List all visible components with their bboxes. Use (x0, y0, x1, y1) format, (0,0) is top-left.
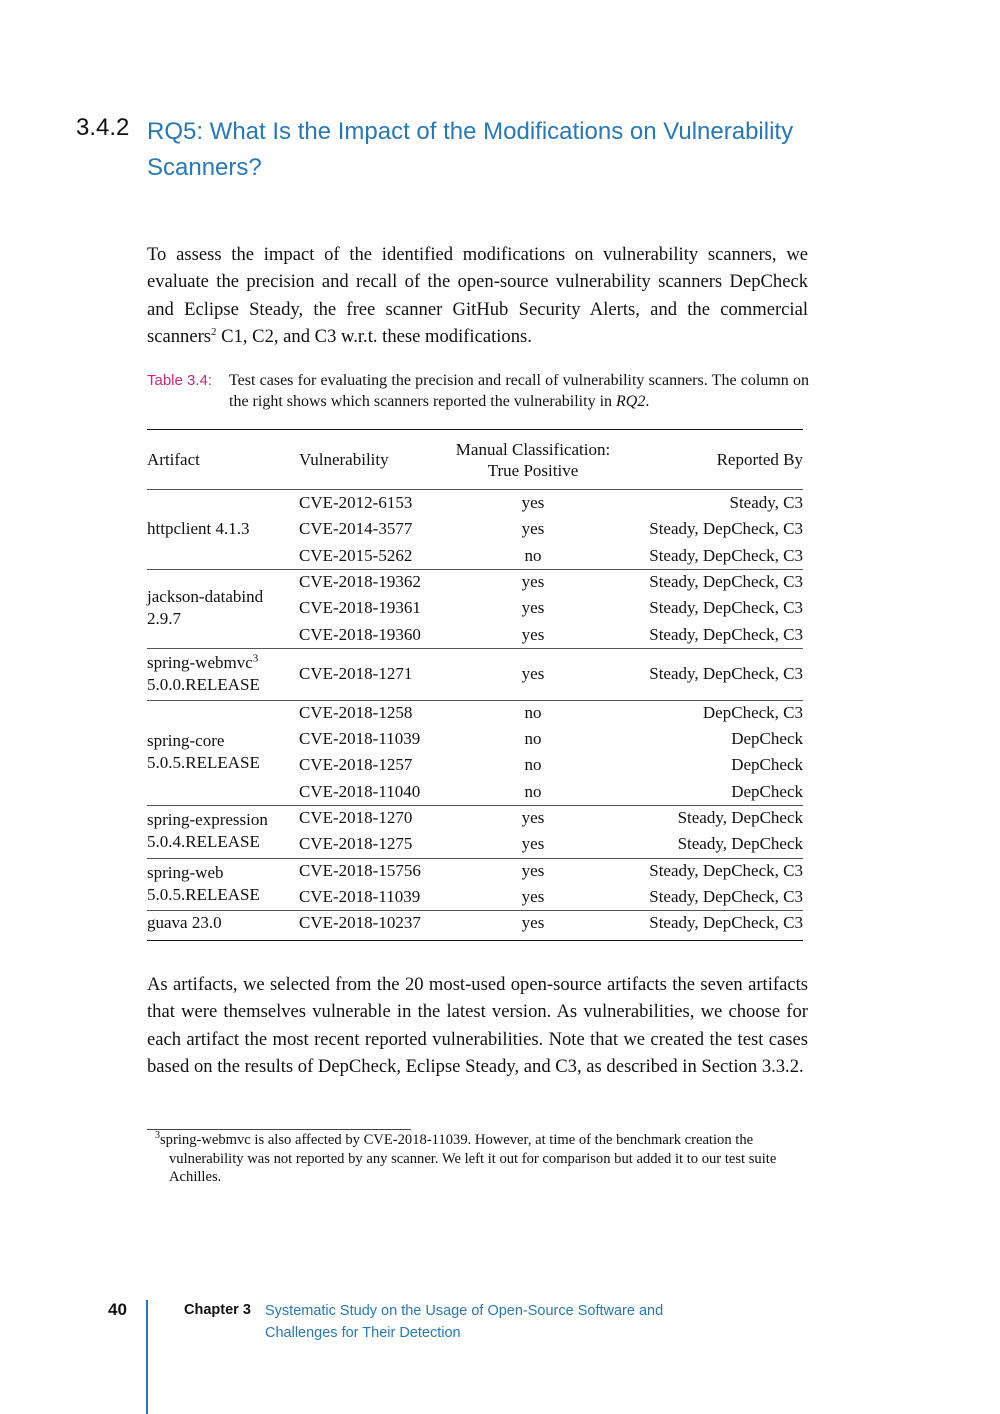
intro-paragraph (147, 241, 808, 350)
manual-classification-cell: no (524, 545, 542, 565)
artifact-cell (147, 809, 295, 853)
manual-classification-cell: yes (521, 663, 545, 683)
table-header-rule (147, 489, 803, 490)
vulnerability-cell: CVE-2012-6153 (299, 493, 413, 512)
section-number: 3.4.2 (76, 114, 130, 141)
header-vulnerability: Vulnerability (299, 450, 389, 469)
artifact-name: httpclient 4.1.3 (147, 519, 250, 539)
vulnerability-cell: CVE-2018-11039 (299, 729, 421, 749)
reported-by-cell: Steady, DepCheck, C3 (649, 886, 803, 906)
reported-by-cell: Steady, DepCheck (677, 808, 803, 827)
manual-classification-cell: yes (521, 571, 545, 591)
reported-by-cell: DepCheck, C3 (702, 702, 803, 722)
vulnerability-cell: CVE-2018-19362 (299, 571, 421, 591)
table-top-rule (147, 429, 803, 430)
reported-by-cell: Steady, DepCheck, C3 (649, 545, 803, 565)
artifact-name: spring-expression (147, 810, 268, 830)
artifact-cell (147, 862, 295, 906)
vulnerability-cell: CVE-2018-11040 (299, 781, 421, 801)
group-separator-rule (147, 569, 803, 570)
section-title: RQ5: What Is the Impact of the Modifications on Vulnerability Scanners? (147, 118, 794, 181)
header-manual-line1: Manual Classification: (455, 440, 611, 459)
intro-text-end: C1, C2, and C3 w.r.t. these modifications. (216, 325, 532, 347)
artifact-cell (147, 586, 295, 630)
footnote-rule (147, 1129, 411, 1130)
vulnerability-cell: CVE-2015-5262 (299, 545, 413, 565)
footnote-text: spring-webmvc is also affected by CVE-2018-11039. However, at time of the benchmark creation the vulnerability was not reported by any scanner. We left it out for comparison but added it to our test suite Achilles. (160, 1132, 777, 1185)
artifact-cell (147, 518, 249, 540)
manual-classification-cell: yes (521, 860, 545, 880)
artifact-version: 5.0.4.RELEASE (147, 832, 260, 852)
manual-classification-cell: yes (521, 913, 545, 933)
header-manual (443, 439, 623, 481)
group-separator-rule (147, 910, 803, 911)
manual-classification-cell: no (524, 781, 542, 801)
artifact-version: 5.0.0.RELEASE (147, 674, 260, 694)
chapter-title: Systematic Study on the Usage of Open-Source Software and Challenges for Their Detection (265, 1303, 664, 1341)
manual-classification-cell: yes (521, 808, 545, 827)
reported-by-cell: Steady, C3 (729, 493, 803, 512)
header-artifact: Artifact (147, 450, 200, 469)
artifacts-paragraph: As artifacts, we selected from the 20 most-used open-source artifacts the seven artifacts that were themselves vulnerable in the latest version. As vulnerabilities, we choose for each artifact the most recent reported vulnerabilities. Note that we created the test cases based on the results of DepCheck, Eclipse Steady, and C3, as described in Section 3.3.2. (147, 974, 808, 1077)
vulnerability-cell: CVE-2018-10237 (299, 913, 421, 933)
group-separator-rule (147, 805, 803, 806)
vulnerability-cell: CVE-2018-1257 (299, 755, 413, 775)
vulnerability-cell: CVE-2014-3577 (299, 519, 413, 539)
manual-classification-cell: yes (521, 834, 545, 854)
artifact-cell (147, 912, 222, 934)
footnote-ref[interactable]: 2 (211, 325, 217, 338)
manual-classification-cell: yes (521, 624, 545, 644)
reported-by-cell: Steady, DepCheck, C3 (649, 663, 803, 683)
artifact-name: spring-webmvc (147, 652, 253, 672)
reported-by-cell: Steady, DepCheck, C3 (649, 913, 803, 933)
table-caption (147, 370, 809, 412)
vulnerability-cell: CVE-2018-1275 (299, 834, 413, 854)
reported-by-cell: DepCheck (731, 755, 803, 775)
vulnerability-cell: CVE-2018-1258 (299, 702, 413, 722)
group-separator-rule (147, 858, 803, 859)
vulnerability-cell: CVE-2018-1270 (299, 808, 413, 827)
manual-classification-cell: no (524, 729, 542, 749)
caption-label: Table 3.4: (147, 372, 213, 389)
artifact-name: spring-web (147, 862, 224, 882)
reported-by-cell: Steady, DepCheck, C3 (649, 860, 803, 880)
vulnerability-cell: CVE-2018-19360 (299, 624, 421, 644)
artifact-name: jackson-databind (147, 587, 264, 607)
header-manual-line2: True Positive (487, 461, 579, 480)
artifact-cell (147, 652, 295, 696)
header-reported-by: Reported By (716, 450, 803, 469)
vulnerability-cell: CVE-2018-15756 (299, 860, 421, 880)
vulnerability-cell: CVE-2018-1271 (299, 663, 413, 683)
artifact-version: 5.0.5.RELEASE (147, 884, 260, 904)
reported-by-cell: DepCheck (731, 729, 803, 749)
group-separator-rule (147, 648, 803, 649)
artifact-cell (147, 730, 295, 774)
table-bottom-rule (147, 940, 803, 941)
caption-end: . (645, 393, 650, 410)
manual-classification-cell: no (524, 755, 542, 775)
caption-emph: RQ2 (616, 393, 646, 410)
footer-bar (146, 1300, 148, 1414)
artifact-footnote-ref[interactable]: 3 (252, 652, 259, 665)
footnote-mark: 3 (155, 1130, 160, 1142)
caption-text: Test cases for evaluating the precision and recall of vulnerability scanners. The column on the right shows which scanners reported the vulnerability in (229, 372, 809, 410)
manual-classification-cell: yes (521, 598, 545, 618)
reported-by-cell: Steady, DepCheck (677, 834, 803, 854)
manual-classification-cell: no (524, 702, 542, 722)
reported-by-cell: Steady, DepCheck, C3 (649, 624, 803, 644)
intro-text: To assess the impact of the identified modifications on vulnerability scanners, we evaluate the precision and recall of the open-source vulnerability scanners DepCheck and Eclipse Steady, the free scanner GitHub Security Alerts, and the commercial scanners (147, 244, 808, 347)
artifact-name: spring-core (147, 731, 225, 751)
manual-classification-cell: yes (521, 886, 545, 906)
reported-by-cell: Steady, DepCheck, C3 (649, 519, 803, 539)
vulnerability-cell: CVE-2018-19361 (299, 598, 421, 618)
vulnerability-cell: CVE-2018-11039 (299, 886, 421, 906)
reported-by-cell: Steady, DepCheck, C3 (649, 571, 803, 591)
footnote (155, 1131, 808, 1187)
page-number: 40 (108, 1300, 127, 1319)
artifact-name: guava 23.0 (147, 913, 222, 933)
group-separator-rule (147, 700, 803, 701)
manual-classification-cell: yes (521, 493, 545, 512)
artifact-version: 5.0.5.RELEASE (147, 753, 260, 773)
artifact-version: 2.9.7 (147, 609, 181, 629)
manual-classification-cell: yes (521, 519, 545, 539)
reported-by-cell: DepCheck (731, 781, 803, 801)
reported-by-cell: Steady, DepCheck, C3 (649, 598, 803, 618)
chapter-label: Chapter 3 (184, 1302, 251, 1318)
